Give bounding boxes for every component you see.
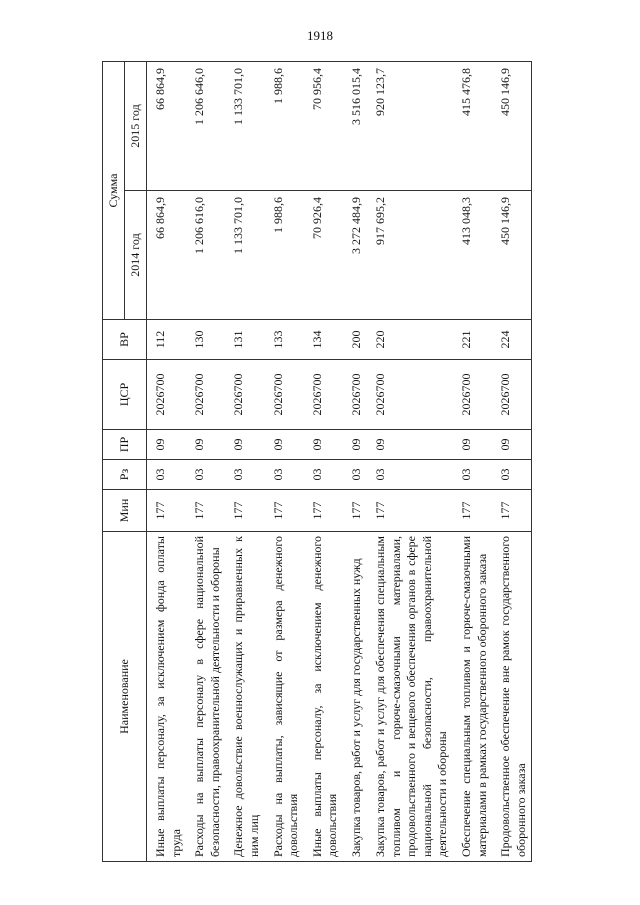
row-csr: 2026700 [367, 360, 453, 430]
row-csr: 2026700 [343, 360, 367, 430]
row-pr: 09 [265, 430, 304, 460]
row-rz: 03 [265, 460, 304, 490]
row-csr: 2026700 [186, 360, 225, 430]
row-csr: 2026700 [492, 360, 532, 430]
row-rz: 03 [304, 460, 343, 490]
row-sum-2014: 1 133 701,0 [225, 191, 264, 320]
row-min: 177 [492, 490, 532, 532]
page-number: 1918 [307, 28, 333, 43]
row-pr: 09 [304, 430, 343, 460]
row-name: Продовольственное обеспечение вне рамок государственного оборонного заказа [492, 532, 532, 862]
row-sum-2014: 70 926,4 [304, 191, 343, 320]
table-row [367, 61, 453, 861]
header-min: Мин [103, 490, 147, 532]
header-sum: Сумма [103, 61, 125, 319]
row-sum-2015: 1 133 701,0 [225, 61, 264, 190]
table-row [225, 61, 264, 861]
header-rz: Рз [103, 460, 147, 490]
header-2015: 2015 год [125, 61, 147, 190]
row-name: Иные выплаты персоналу, за исключением фонда оплаты труда [147, 532, 187, 862]
table-row [265, 61, 304, 861]
row-rz: 03 [343, 460, 367, 490]
row-csr: 2026700 [304, 360, 343, 430]
row-sum-2014: 917 695,2 [367, 191, 453, 320]
header-pr: ПР [103, 430, 147, 460]
row-sum-2015: 66 864,9 [147, 61, 187, 190]
row-sum-2015: 3 516 015,4 [343, 61, 367, 190]
table-row [343, 61, 367, 861]
table-row [147, 61, 187, 861]
row-name: Иные выплаты персоналу, за исключением денежного довольствия [304, 532, 343, 862]
row-sum-2015: 920 123,7 [367, 61, 453, 190]
row-name: Закупка товаров, работ и услуг для государственных нужд [343, 532, 367, 862]
row-pr: 09 [186, 430, 225, 460]
header-name: Наименование [103, 532, 147, 862]
row-vr: 221 [453, 320, 492, 360]
budget-table [102, 61, 532, 862]
row-rz: 03 [225, 460, 264, 490]
row-sum-2014: 1 988,6 [265, 191, 304, 320]
row-sum-2014: 3 272 484,9 [343, 191, 367, 320]
row-name: Закупка товаров, работ и услуг для обеспечения специальным топливом и горюче-смазочными материалами, продовольственного и вещевого обеспечения органов в сфере национальной безопасности, правоохранительной деятельности и обороны [367, 532, 453, 862]
budget-table-page [102, 62, 582, 862]
table-row [186, 61, 225, 861]
row-sum-2014: 413 048,3 [453, 191, 492, 320]
row-min: 177 [265, 490, 304, 532]
row-csr: 2026700 [225, 360, 264, 430]
row-sum-2015: 70 956,4 [304, 61, 343, 190]
table-row [453, 61, 492, 861]
row-vr: 131 [225, 320, 264, 360]
row-sum-2015: 415 476,8 [453, 61, 492, 190]
table-row [492, 61, 532, 861]
row-pr: 09 [367, 430, 453, 460]
row-sum-2015: 1 988,6 [265, 61, 304, 190]
row-min: 177 [225, 490, 264, 532]
row-pr: 09 [147, 430, 187, 460]
row-vr: 133 [265, 320, 304, 360]
row-csr: 2026700 [453, 360, 492, 430]
table-body [147, 61, 532, 861]
row-rz: 03 [453, 460, 492, 490]
row-rz: 03 [147, 460, 187, 490]
row-min: 177 [453, 490, 492, 532]
row-pr: 09 [225, 430, 264, 460]
row-min: 177 [367, 490, 453, 532]
row-sum-2015: 450 146,9 [492, 61, 532, 190]
row-csr: 2026700 [147, 360, 187, 430]
row-rz: 03 [367, 460, 453, 490]
header-csr: ЦСР [103, 360, 147, 430]
row-sum-2014: 66 864,9 [147, 191, 187, 320]
row-sum-2015: 1 206 646,0 [186, 61, 225, 190]
row-pr: 09 [453, 430, 492, 460]
row-vr: 200 [343, 320, 367, 360]
header-row [103, 61, 125, 861]
row-vr: 220 [367, 320, 453, 360]
row-min: 177 [147, 490, 187, 532]
row-csr: 2026700 [265, 360, 304, 430]
row-name: Денежное довольствие военнослужащих и приравненных к ним лиц [225, 532, 264, 862]
row-name: Обеспечение специальным топливом и горюче-смазочными материалами в рамках государственного оборонного заказа [453, 532, 492, 862]
row-sum-2014: 450 146,9 [492, 191, 532, 320]
row-pr: 09 [343, 430, 367, 460]
row-sum-2014: 1 206 616,0 [186, 191, 225, 320]
row-vr: 134 [304, 320, 343, 360]
row-pr: 09 [492, 430, 532, 460]
row-vr: 112 [147, 320, 187, 360]
row-vr: 130 [186, 320, 225, 360]
header-vr: ВР [103, 320, 147, 360]
row-vr: 224 [492, 320, 532, 360]
row-rz: 03 [186, 460, 225, 490]
row-min: 177 [343, 490, 367, 532]
row-min: 177 [304, 490, 343, 532]
row-name: Расходы на выплаты персоналу в сфере национальной безопасности, правоохранительной деятельности и обороны [186, 532, 225, 862]
header-2014: 2014 год [125, 191, 147, 320]
row-rz: 03 [492, 460, 532, 490]
row-name: Расходы на выплаты, зависящие от размера денежного довольствия [265, 532, 304, 862]
row-min: 177 [186, 490, 225, 532]
table-row [304, 61, 343, 861]
